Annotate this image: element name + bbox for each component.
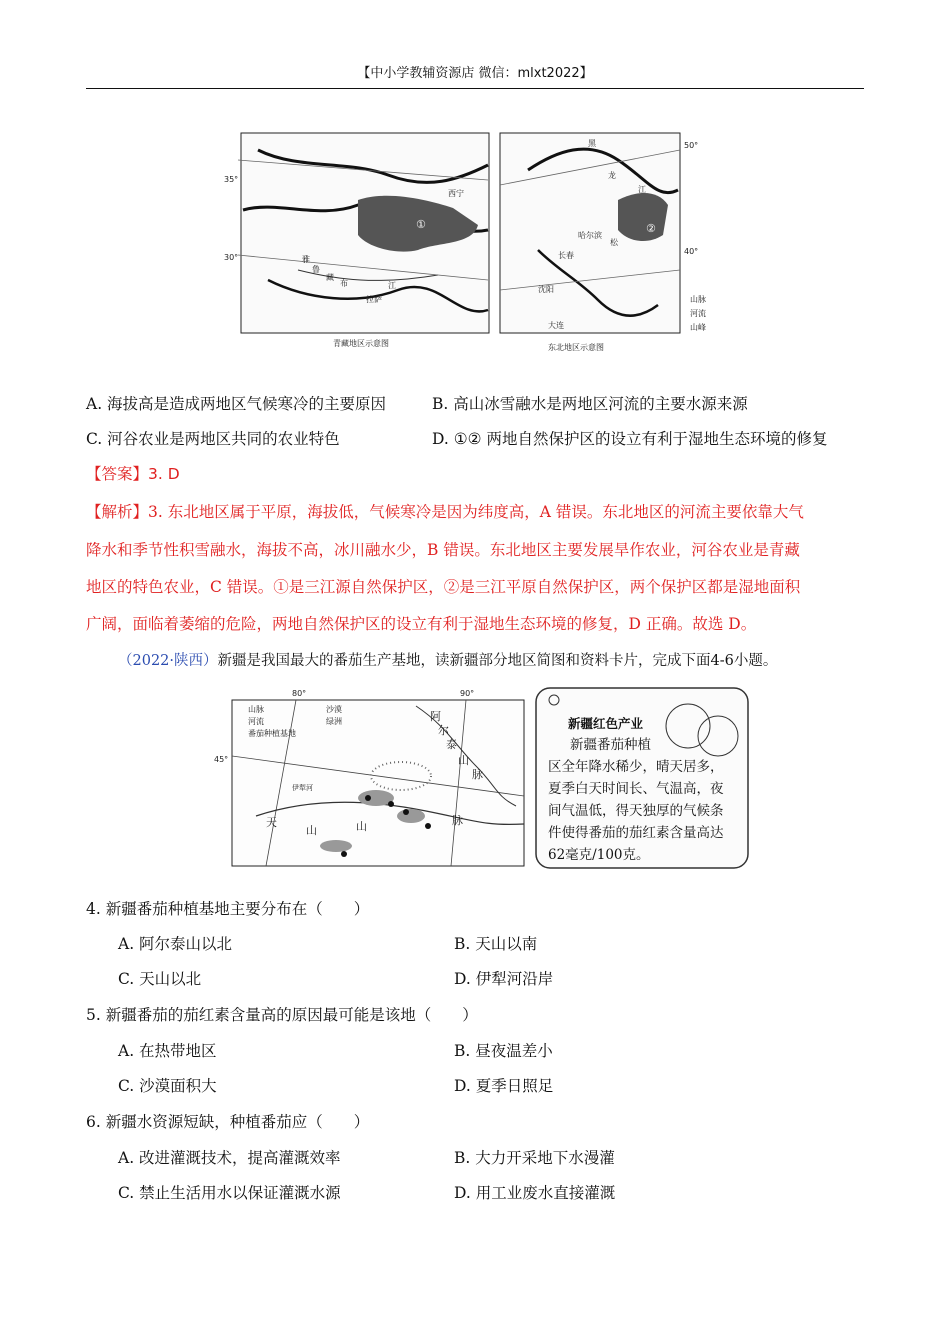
q5-option-c: C. 沙漠面积大	[118, 1077, 217, 1095]
label-long: 龙	[608, 171, 616, 180]
q3-option-a: A. 海拔高是造成两地区气候寒冷的主要原因	[86, 395, 387, 413]
label-lat-30: 30°	[224, 253, 239, 262]
maps-figure-qinghai-northeast	[224, 130, 718, 355]
q5-option-d: D. 夏季日照足	[454, 1077, 554, 1095]
tomato-base-5	[341, 851, 347, 857]
oasis-3	[320, 840, 352, 852]
card-line-3: 夏季白天时间长、气温高，夜	[548, 781, 724, 797]
q4-option-d: D. 伊犁河沿岸	[454, 970, 554, 988]
tomato-base-1	[365, 795, 371, 801]
legend-shamo: 沙漠	[326, 705, 342, 714]
label-reserve-2: ②	[646, 222, 656, 235]
label-er: 尔	[438, 724, 449, 737]
label-reserve-1: ①	[416, 218, 426, 231]
label-shan-altay: 山	[458, 754, 469, 767]
label-lhasa: 拉萨	[366, 295, 382, 304]
label-harbin: 哈尔滨	[578, 231, 602, 240]
q3-option-d: D. ①② 两地自然保护区的设立有利于湿地生态环境的修复	[432, 430, 828, 448]
card-line-2: 区全年降水稀少，晴天居多，	[548, 759, 724, 775]
label-xining: 西宁	[448, 189, 464, 198]
sanjiang-plain-reserve-area	[618, 193, 668, 241]
q5-option-b: B. 昼夜温差小	[454, 1042, 553, 1060]
tomato-base-3	[403, 809, 409, 815]
label-jiang-ne: 江	[638, 185, 646, 194]
label-hei: 黑	[588, 139, 596, 148]
intro-text: 新疆是我国最大的番茄生产基地，读新疆部分地区简图和资料卡片，完成下面4-6小题。	[217, 653, 778, 669]
label-tian: 天	[266, 816, 277, 829]
label-ili-river: 伊犁河	[292, 784, 313, 792]
intro-line	[118, 651, 777, 671]
card-line-5: 件使得番茄的茄红素含量高达	[548, 825, 724, 841]
oasis-2	[397, 809, 425, 823]
legend-lvzhou: 绿洲	[326, 717, 342, 726]
analysis-line-1	[86, 502, 804, 522]
analysis-text-1: 3. 东北地区属于平原，海拔低，气候寒冷是因为纬度高，A 错误。东北地区的河流主要依靠大气	[148, 503, 804, 521]
maps-svg	[224, 130, 718, 355]
q5-option-a: A. 在热带地区	[118, 1042, 217, 1060]
label-bu: 布	[340, 279, 348, 288]
q4-stem: 4. 新疆番茄种植基地主要分布在（ ）	[86, 900, 370, 918]
legend-river: 河流	[690, 309, 706, 318]
label-zang: 藏	[326, 273, 334, 282]
analysis-line-2: 降水和季节性积雪融水，海拔不高，冰川融水少，B 错误。东北地区主要发展旱作农业，河谷农业是青藏	[86, 541, 800, 559]
q6-option-a: A. 改进灌溉技术，提高灌溉效率	[118, 1149, 341, 1167]
q6-stem: 6. 新疆水资源短缺，种植番茄应（ ）	[86, 1113, 370, 1131]
tomato-base-2	[388, 801, 394, 807]
answer-value: 3. D	[148, 465, 180, 483]
intro-source: （2022·陕西）	[118, 653, 218, 669]
label-changchun: 长春	[558, 251, 574, 260]
label-shan-2: 山	[356, 820, 367, 833]
xinjiang-map-frame	[232, 700, 524, 866]
answer-label: 【答案】	[86, 465, 149, 483]
card-line-1: 新疆番茄种植	[570, 737, 651, 753]
page-header	[86, 62, 864, 89]
caption-northeast: 东北地区示意图	[548, 343, 604, 352]
q4-option-a: A. 阿尔泰山以北	[118, 935, 233, 953]
card-line-6: 62毫克/100克。	[548, 847, 650, 863]
label-lat-50: 50°	[684, 141, 699, 150]
label-mai-tianshan: 脉	[452, 814, 463, 827]
label-jiang: 江	[388, 281, 396, 290]
q4-option-c: C. 天山以北	[118, 970, 202, 988]
analysis-label: 【解析】	[86, 503, 149, 521]
caption-qinghai: 青藏地区示意图	[333, 339, 389, 348]
label-lu: 鲁	[312, 265, 320, 274]
xinjiang-figure	[196, 686, 756, 874]
label-ya: 雅	[302, 255, 310, 264]
q6-option-c: C. 禁止生活用水以保证灌溉水源	[118, 1184, 341, 1202]
legend-peak: 山峰	[690, 323, 706, 332]
q5-stem: 5. 新疆番茄的茄红素含量高的原因最可能是该地（ ）	[86, 1006, 478, 1024]
label-lon-80: 80°	[292, 689, 307, 698]
label-lon-90: 90°	[460, 689, 475, 698]
analysis-line-4: 广阔，面临着萎缩的危险，两地自然保护区的设立有利于湿地生态环境的修复，D 正确。故选 D。	[86, 615, 757, 633]
label-mai-altay: 脉	[472, 768, 483, 781]
label-shenyang: 沈阳	[538, 285, 554, 294]
q6-option-b: B. 大力开采地下水漫灌	[454, 1149, 615, 1167]
label-song: 松	[610, 238, 618, 247]
q3-option-c: C. 河谷农业是两地区共同的农业特色	[86, 430, 340, 448]
legend-mountain: 山脉	[690, 295, 706, 304]
label-shan-1: 山	[306, 824, 317, 837]
q4-option-b: B. 天山以南	[454, 935, 538, 953]
analysis-line-3: 地区的特色农业，C 错误。①是三江源自然保护区，②是三江平原自然保护区，两个保护区都是湿地面积	[86, 578, 801, 596]
header-text: 【中小学教辅资源店 微信：mlxt2022】	[357, 66, 593, 81]
legend-heliu: 河流	[248, 717, 264, 726]
answer-line	[86, 464, 180, 484]
label-tai: 泰	[446, 738, 457, 751]
card-title: 新疆红色产业	[568, 716, 644, 731]
label-lat-45: 45°	[214, 755, 229, 764]
label-a: 阿	[430, 710, 441, 723]
label-lat-35: 35°	[224, 175, 239, 184]
label-dalian: 大连	[548, 321, 564, 330]
legend-tomato-base: 番茄种植基地	[248, 729, 296, 738]
legend-shanmai: 山脉	[248, 705, 264, 714]
label-lat-40: 40°	[684, 247, 699, 256]
q6-option-d: D. 用工业废水直接灌溉	[454, 1184, 616, 1202]
tomato-base-4	[425, 823, 431, 829]
card-line-4: 间气温低，得天独厚的气候条	[548, 803, 724, 819]
q3-option-b: B. 高山冰雪融水是两地区河流的主要水源来源	[432, 395, 748, 413]
